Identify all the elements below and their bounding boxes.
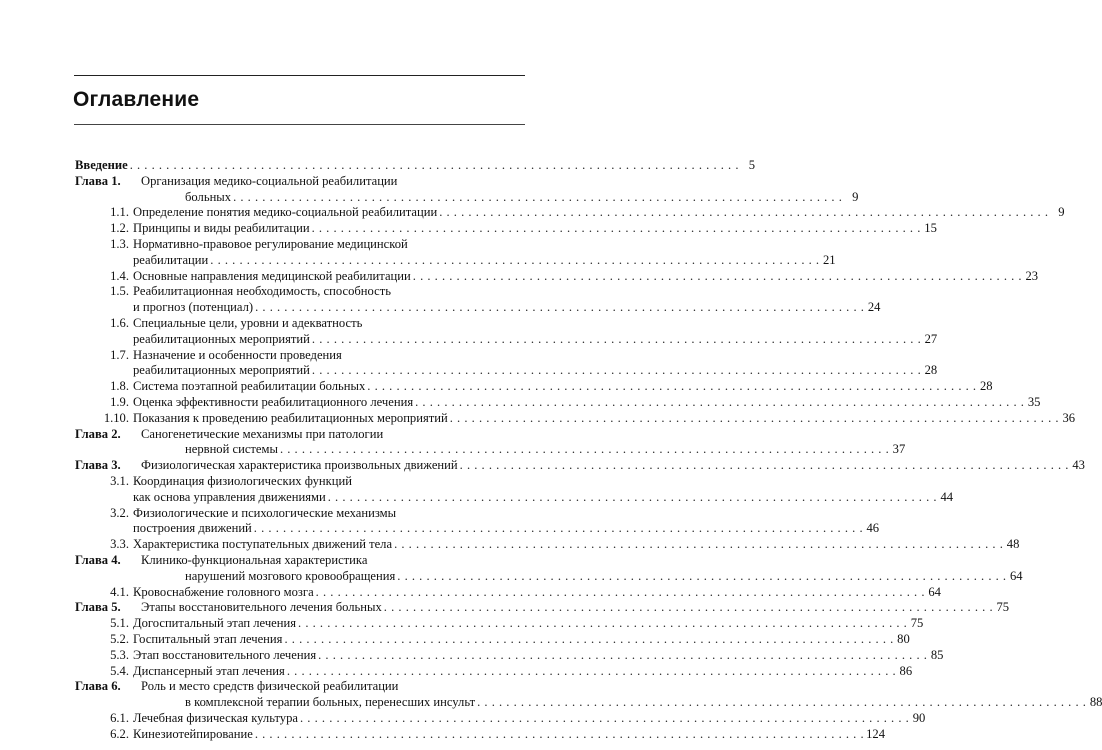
toc-line	[75, 616, 924, 632]
toc-entry-number: 5.1.	[110, 616, 129, 631]
toc-line	[75, 647, 944, 664]
toc-entry-lead	[75, 679, 141, 695]
toc-entry[interactable]	[75, 552, 1023, 585]
toc-line	[75, 600, 1010, 616]
toc-entry-title: Клинико-функциональная характеристика	[141, 552, 368, 567]
toc-entry-title: Догоспитальный этап лечения	[133, 616, 297, 631]
dot-leader	[477, 695, 1086, 711]
toc-line	[75, 316, 527, 332]
toc-page-number: 21	[822, 252, 836, 267]
toc-entry[interactable]	[75, 315, 938, 348]
toc-entry[interactable]	[75, 236, 836, 269]
toc-entry-title: Лечебная физическая культура	[133, 710, 298, 725]
dot-leader	[439, 205, 1048, 221]
dot-leader	[367, 379, 976, 395]
toc-line	[75, 726, 886, 743]
toc-page-number: 43	[1072, 458, 1085, 473]
toc-entry-title: Саногенетические механизмы при патологии	[141, 426, 384, 441]
toc-entry-title: нарушений мозгового кровообращения	[185, 568, 396, 583]
dot-leader	[397, 569, 1006, 585]
dot-leader	[300, 711, 909, 727]
toc-page-number: 75	[996, 600, 1010, 615]
toc-entry-lead	[75, 284, 133, 300]
toc-entry-title: Роль и место средств физической реабилитации	[141, 679, 399, 694]
dot-leader	[312, 363, 921, 379]
toc-entry-lead	[75, 616, 133, 632]
toc-page-number: 80	[897, 631, 910, 646]
toc-entry-number: 3.1.	[110, 473, 129, 488]
toc-entry-title: Физиологическая характеристика произвольных движений	[141, 458, 458, 473]
toc-entry-title: Система поэтапной реабилитации больных	[133, 379, 366, 394]
toc-entry-title: Физиологические и психологические механизмы	[133, 505, 397, 520]
toc-entry-title: Организация медико-социальной реабилитации	[141, 173, 398, 188]
toc-entry-number: Введение	[75, 158, 128, 172]
toc-entry-lead	[75, 427, 141, 443]
toc-entry-lead	[75, 316, 133, 332]
toc-entry-number: 6.2.	[110, 726, 129, 741]
page-title: Оглавление	[73, 88, 200, 111]
toc-entry[interactable]	[75, 600, 1010, 616]
toc-entry-number: Глава 1.	[75, 173, 121, 188]
toc-line	[75, 710, 926, 727]
toc-entry-number: 1.10.	[103, 410, 129, 425]
toc-line	[75, 474, 527, 490]
toc-entry-lead	[75, 458, 141, 474]
toc-entry[interactable]	[75, 284, 881, 316]
toc-entry-lead	[75, 727, 133, 743]
toc-page-number: 85	[930, 647, 944, 662]
toc-entry[interactable]	[75, 710, 926, 727]
dot-leader	[328, 490, 937, 506]
toc-entry-title: и прогноз (потенциал)	[133, 300, 254, 315]
toc-line	[75, 442, 906, 458]
dot-leader	[287, 664, 896, 680]
toc-entry-lead	[75, 648, 133, 664]
toc-entry-number: 1.4.	[110, 268, 129, 283]
toc-entry[interactable]	[75, 726, 886, 743]
toc-entry-lead	[75, 506, 133, 522]
toc-entry-title: построения движений	[133, 521, 252, 536]
toc-line	[75, 489, 954, 506]
toc-entry-title: Специальные цели, уровни и адекватность	[133, 315, 363, 330]
toc-line	[75, 458, 1085, 474]
toc-entry-lead	[75, 174, 141, 190]
toc-page-number: 28	[979, 379, 993, 394]
toc-entry[interactable]	[75, 473, 954, 506]
toc-line	[75, 252, 836, 269]
toc-line	[75, 568, 1023, 585]
toc-entry-title: реабилитационных мероприятий	[133, 331, 310, 346]
toc-entry[interactable]	[75, 347, 938, 380]
toc-entry-title: как основа управления движениями	[133, 489, 326, 504]
toc-entry-lead	[75, 585, 133, 601]
toc-page-number: 75	[910, 616, 924, 631]
toc-entry-number: 3.2.	[110, 505, 129, 520]
toc-entry-title: реабилитации	[133, 252, 209, 267]
toc-entry[interactable]	[75, 173, 859, 206]
dot-leader	[233, 190, 842, 206]
toc-line	[75, 268, 1039, 285]
dot-leader	[284, 632, 893, 648]
toc-line	[75, 663, 913, 680]
toc-entry-lead	[75, 474, 133, 490]
dot-leader	[394, 537, 1003, 553]
toc-line	[75, 506, 527, 522]
toc-page-number: 44	[940, 489, 954, 504]
toc-page-number: 64	[1009, 568, 1023, 583]
toc-entry-title: больных	[185, 189, 232, 204]
toc-line	[75, 205, 1065, 221]
toc-entry-title: Этапы восстановительного лечения больных	[141, 600, 382, 615]
dot-leader	[316, 585, 925, 601]
toc-line	[75, 300, 881, 316]
toc-page-number: 64	[928, 584, 941, 599]
toc-entry-lead	[75, 158, 128, 174]
toc-entry[interactable]	[75, 205, 1065, 221]
toc-line	[75, 631, 910, 648]
toc-entry[interactable]	[75, 268, 1039, 285]
toc-page-number: 88	[1089, 695, 1102, 710]
toc-entry[interactable]	[75, 221, 937, 237]
dot-leader	[312, 221, 921, 237]
dot-leader	[415, 395, 1024, 411]
table-of-contents	[75, 158, 1102, 742]
dot-leader	[460, 458, 1069, 474]
toc-entry-lead	[75, 205, 133, 221]
toc-entry-number: 3.3.	[110, 537, 129, 552]
toc-line	[75, 553, 527, 569]
toc-line	[75, 679, 527, 695]
toc-line	[75, 695, 1102, 711]
toc-entry-title: Показания к проведению реабилитационных мероприятий	[133, 410, 448, 425]
toc-entry-lead	[75, 632, 133, 648]
toc-entry-number: 1.6.	[110, 315, 129, 330]
toc-entry-number: Глава 5.	[75, 600, 121, 615]
dot-leader	[130, 158, 739, 174]
toc-line	[75, 410, 1076, 427]
toc-page-number: 24	[867, 300, 881, 315]
toc-line	[75, 158, 755, 174]
toc-entry-lead	[75, 711, 133, 727]
toc-entry[interactable]	[75, 394, 1041, 411]
toc-entry-number: 1.2.	[110, 221, 129, 236]
dot-leader	[210, 253, 819, 269]
toc-entry-lead	[75, 221, 133, 237]
toc-line	[75, 379, 993, 395]
toc-entry-title: Реабилитационная необходимость, способность	[133, 284, 391, 299]
toc-entry-title: Нормативно-правовое регулирование медицинской	[133, 236, 408, 251]
toc-line	[75, 427, 527, 443]
dot-leader	[384, 600, 993, 616]
toc-entry[interactable]	[75, 663, 913, 680]
heading-rule	[74, 124, 525, 125]
toc-page-number: 35	[1027, 394, 1041, 409]
toc-entry-lead	[75, 411, 133, 427]
toc-entry-number: 1.3.	[110, 236, 129, 251]
dot-leader	[280, 442, 889, 458]
toc-entry-number: 1.1.	[110, 205, 129, 220]
toc-entry-title: Координация физиологических функций	[133, 473, 352, 488]
dot-leader	[312, 332, 921, 348]
toc-entry-title: Кровоснабжение головного мозга	[133, 584, 314, 599]
toc-entry-title: Характеристика поступательных движений тела	[133, 537, 393, 552]
toc-entry-lead	[75, 553, 141, 569]
toc-entry-number: 1.5.	[110, 284, 129, 299]
toc-line	[75, 331, 938, 348]
dot-leader	[318, 648, 927, 664]
toc-entry-title: реабилитационных мероприятий	[133, 363, 310, 378]
toc-entry-title: Госпитальный этап лечения	[133, 631, 283, 646]
toc-entry-number: 5.4.	[110, 663, 129, 678]
toc-page-number: 48	[1006, 537, 1020, 552]
toc-entry-number: 1.7.	[110, 347, 129, 362]
toc-entry-lead	[75, 664, 133, 680]
toc-entry-title: Определение понятия медико-социальной реабилитации	[133, 205, 438, 220]
toc-line	[75, 221, 937, 237]
toc-page-number: 124	[866, 726, 886, 741]
toc-line	[75, 584, 941, 601]
toc-entry[interactable]	[75, 505, 880, 538]
toc-entry-title: Основные направления медицинской реабилитации	[133, 268, 411, 283]
toc-line	[75, 237, 527, 253]
toc-entry-lead	[75, 379, 133, 395]
toc-entry-number: 4.1.	[110, 584, 129, 599]
toc-entry-title: Кинезиотейпирование	[133, 726, 253, 741]
toc-line	[75, 521, 880, 537]
toc-entry-lead	[75, 395, 133, 411]
toc-entry-number: 5.2.	[110, 631, 129, 646]
toc-page-number: 46	[866, 521, 880, 536]
toc-entry-number: Глава 2.	[75, 426, 121, 441]
dot-leader	[450, 411, 1059, 427]
toc-line	[75, 363, 938, 379]
toc-entry-lead	[75, 237, 133, 253]
toc-entry-lead	[75, 600, 141, 616]
toc-page-number: 36	[1062, 410, 1076, 425]
toc-page-number: 86	[899, 663, 913, 678]
toc-page-number: 15	[924, 221, 937, 236]
toc-page-number: 9	[1058, 205, 1065, 220]
dot-leader	[413, 269, 1022, 285]
toc-entry[interactable]	[75, 584, 941, 601]
toc-entry[interactable]	[75, 631, 910, 648]
dot-leader	[255, 300, 864, 316]
toc-entry[interactable]	[75, 379, 993, 395]
top-rule	[74, 75, 525, 76]
toc-page-number: 27	[924, 331, 938, 346]
toc-entry[interactable]	[75, 537, 1020, 553]
dot-leader	[255, 727, 864, 743]
toc-entry[interactable]	[75, 426, 906, 459]
toc-entry-number: 1.8.	[110, 379, 129, 394]
toc-entry-number: 6.1.	[110, 710, 129, 725]
toc-entry-number: Глава 6.	[75, 679, 121, 694]
toc-line	[75, 189, 859, 206]
toc-line	[75, 174, 527, 190]
toc-entry-title: нервной системы	[185, 442, 278, 457]
toc-entry-title: Принципы и виды реабилитации	[133, 221, 310, 236]
toc-entry[interactable]	[75, 616, 924, 632]
dot-leader	[254, 521, 863, 537]
toc-entry-number: 1.9.	[110, 394, 129, 409]
toc-page-number: 9	[852, 189, 859, 204]
toc-entry[interactable]	[75, 458, 1085, 474]
toc-entry[interactable]	[75, 158, 755, 174]
toc-page-number: 5	[748, 158, 755, 172]
toc-page-number: 28	[924, 363, 938, 378]
toc-line	[75, 284, 527, 300]
toc-entry-lead	[75, 348, 133, 364]
toc-entry-title: в комплексной терапии больных, перенесших инсульт	[185, 695, 476, 710]
toc-line	[75, 348, 527, 364]
toc-entry-title: Оценка эффективности реабилитационного лечения	[133, 394, 414, 409]
toc-page-number: 90	[912, 710, 926, 725]
dot-leader	[298, 616, 907, 632]
toc-entry-lead	[75, 269, 133, 285]
toc-line	[75, 537, 1020, 553]
toc-entry-number: 5.3.	[110, 647, 129, 662]
toc-entry-title: Назначение и особенности проведения	[133, 347, 342, 362]
toc-page-number: 37	[892, 442, 906, 457]
toc-entry-title: Диспансерный этап лечения	[133, 663, 285, 678]
toc-entry[interactable]	[75, 679, 1102, 711]
toc-entry[interactable]	[75, 647, 944, 664]
toc-entry-number: Глава 3.	[75, 458, 121, 473]
toc-entry-title: Этап восстановительного лечения	[133, 647, 317, 662]
toc-entry-number: Глава 4.	[75, 552, 121, 567]
toc-page-number: 23	[1025, 268, 1039, 283]
toc-entry-lead	[75, 537, 133, 553]
toc-line	[75, 394, 1041, 411]
toc-entry[interactable]	[75, 410, 1076, 427]
